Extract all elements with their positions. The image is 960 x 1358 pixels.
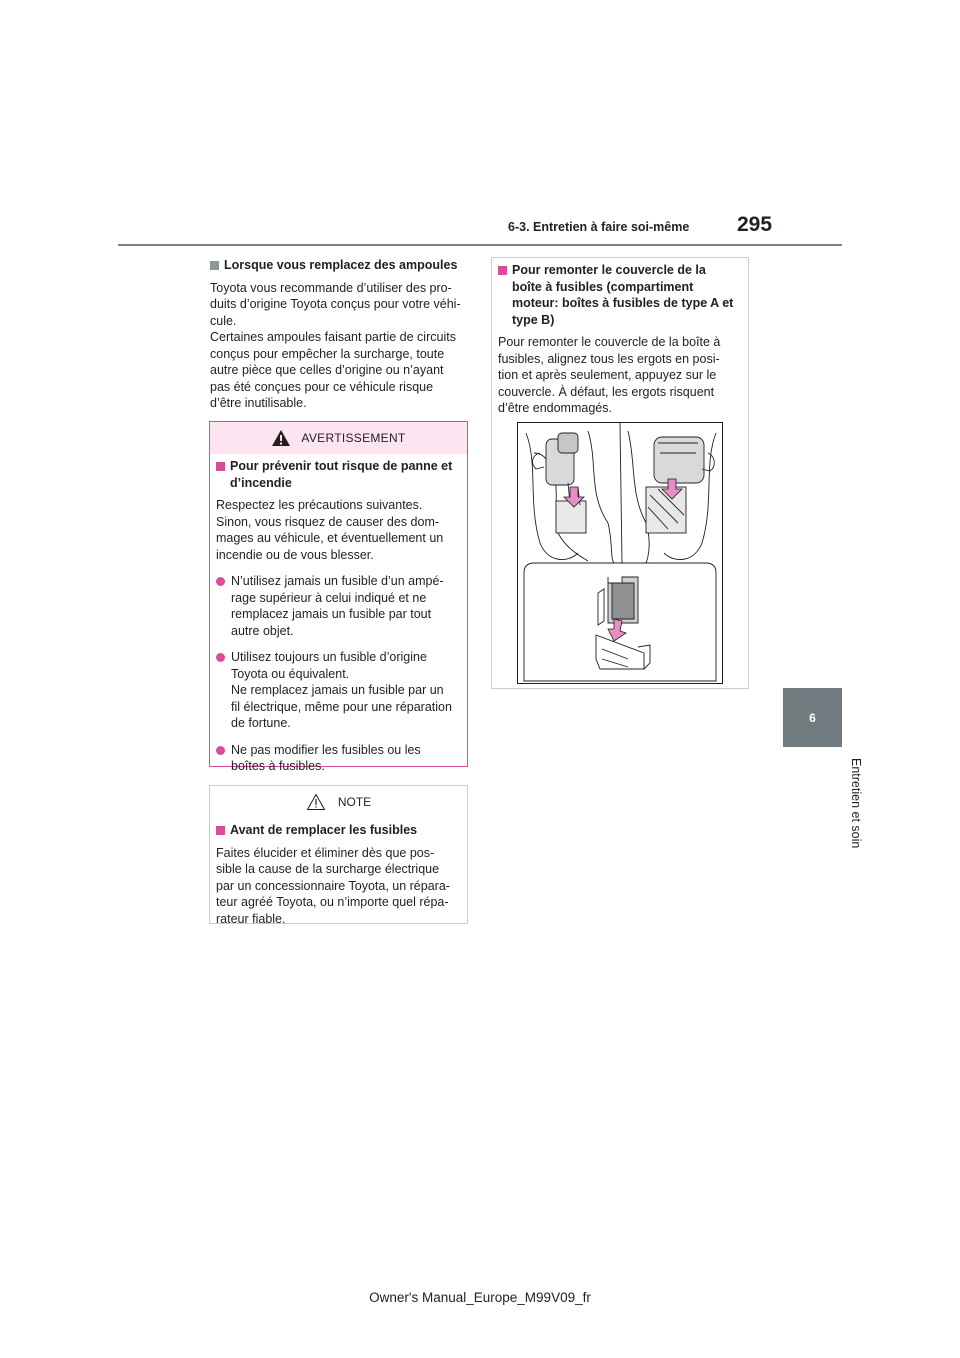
warning-header <box>210 422 467 454</box>
header-rule <box>118 244 842 246</box>
bulbs-paragraph-1: Toyota vous recommande d’utiliser des pro- duits d’origine Toyota conçus pour votre véhi- cule. <box>210 280 461 328</box>
warning-bullet-1 <box>216 573 461 639</box>
square-bullet-icon <box>216 826 225 835</box>
square-bullet-icon <box>498 266 507 275</box>
round-bullet-icon <box>216 577 225 586</box>
warning-intro: Respectez les précautions suivantes. Sinon, vous risquez de causer des dom- mages au véhicule, et éventuellement un incendie ou de vous blesser. <box>216 498 444 562</box>
warning-title: AVERTISSEMENT <box>301 431 406 445</box>
warning-bullet-2 <box>216 649 461 732</box>
page-number: 295 <box>737 213 773 236</box>
chapter-label-text: Entretien et soin <box>849 758 863 849</box>
warning-bullet-3 <box>216 742 461 775</box>
note-text: Faites élucider et éliminer dès que pos- sible la cause de la surcharge électrique par un concessionnaire Toyota, un répara- teur agréé Toyota, ou n’importe quel répa- rateur fiable. <box>216 845 450 926</box>
bulbs-section <box>210 257 470 412</box>
cover-text: Pour remonter le couvercle de la boîte à fusibles, alignez tous les ergots en posi- tion et après seulement, appuyez sur le couvercle. À défaut, les ergots risquent d’être endommagés. <box>498 335 721 415</box>
bulbs-heading <box>210 257 470 274</box>
cover-heading-text: Pour remonter le couvercle de la boîte à fusibles (compartiment moteur: boîtes à fusibles de type A et type B) <box>512 263 734 327</box>
note-heading <box>216 822 461 839</box>
square-bullet-icon <box>210 261 219 270</box>
chapter-tab <box>783 688 842 747</box>
warning-bullet-text: N’utilisez jamais un fusible d’un ampé- rage supérieur à celui indiqué et ne remplacez jamais un fusible par tout autre objet. <box>231 574 444 638</box>
note-box <box>209 785 468 924</box>
fuse-box-cover-illustration <box>517 422 723 684</box>
warning-bullet-text: Ne pas modifier les fusibles ou les boîtes à fusibles. <box>231 742 421 773</box>
note-header <box>210 786 467 818</box>
chapter-label <box>763 758 863 858</box>
square-bullet-icon <box>216 462 225 471</box>
note-heading-text: Avant de remplacer les fusibles <box>230 823 418 837</box>
warning-triangle-icon <box>271 429 291 447</box>
round-bullet-icon <box>216 653 225 662</box>
caution-triangle-icon <box>306 793 326 811</box>
round-bullet-icon <box>216 746 225 755</box>
warning-heading-text: Pour prévenir tout risque de panne et d’incendie <box>230 459 453 490</box>
warning-bullet-text: Utilisez toujours un fusible d’origine Toyota ou équivalent. Ne remplacez jamais un fusible par un fil électrique, même pour une réparation de fortune. <box>231 650 452 730</box>
warning-heading <box>216 458 461 491</box>
chapter-number: 6 <box>809 710 816 725</box>
footer-text: Owner's Manual_Europe_M99V09_fr <box>369 1290 591 1305</box>
note-title: NOTE <box>337 795 372 809</box>
cover-heading <box>498 262 742 328</box>
fuse-box-drawing <box>518 423 722 683</box>
section-title: 6-3. Entretien à faire soi-même <box>508 220 690 234</box>
bulbs-heading-text: Lorsque vous remplacez des ampoules <box>224 258 458 272</box>
warning-box <box>209 421 468 773</box>
bulbs-paragraph-2: Certaines ampoules faisant partie de circuits conçus pour empêcher la surcharge, toute autre pièce que celles d’origine ou n’ayant pas été conçues pour ce véhicule risque d’être inutilisable. <box>210 330 456 410</box>
